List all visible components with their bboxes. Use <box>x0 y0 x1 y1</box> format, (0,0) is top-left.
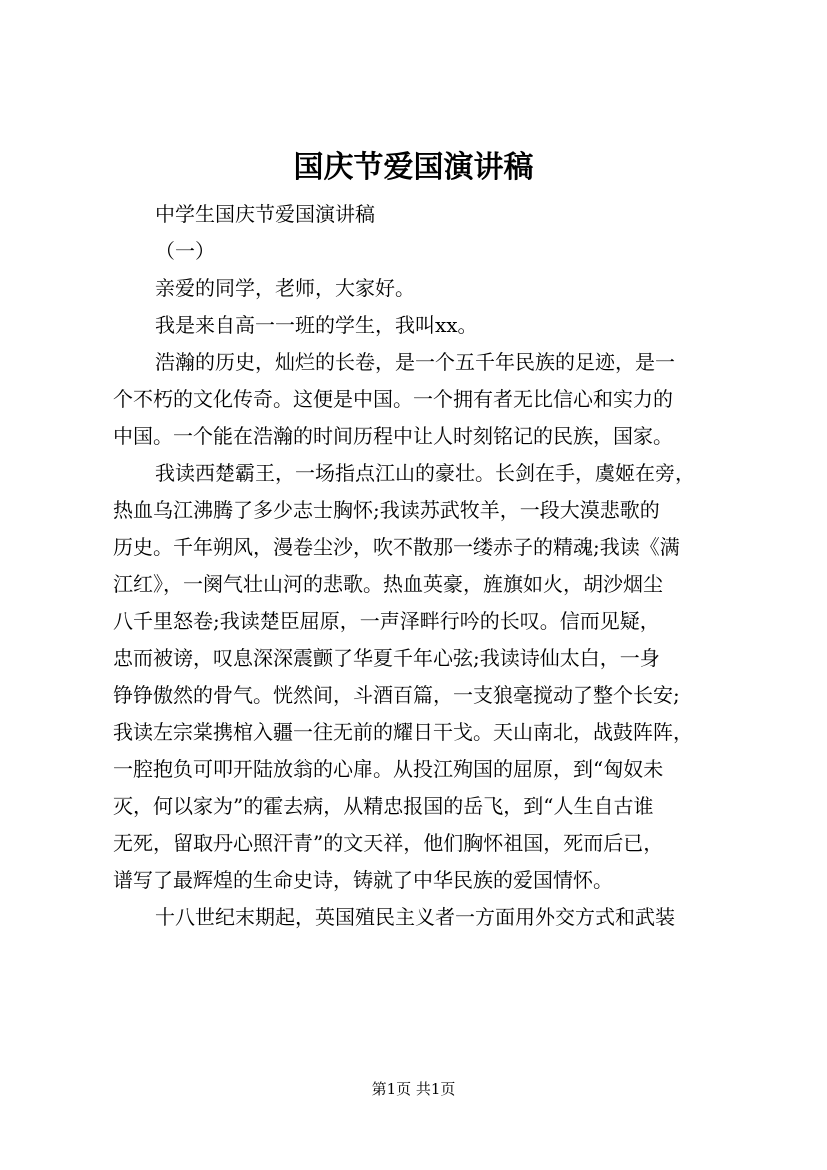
subtitle-line: 中学生国庆节爱国演讲稿 <box>155 202 375 226</box>
paragraph-3 <box>113 899 733 936</box>
paragraph-3-line: 十八世纪末期起，英国殖民主义者一方面用外交方式和武装 <box>155 905 675 929</box>
paragraph-2-line: 八千里怒卷;我读楚臣屈原，一声泽畔行吟的长叹。信而见疑， <box>113 609 660 633</box>
paragraph-2-line: 我读西楚霸王，一场指点江山的豪壮。长剑在手，虞姬在旁， <box>155 461 695 485</box>
document-title: 国庆节爱国演讲稿 <box>293 150 534 185</box>
paragraph-2 <box>113 455 733 899</box>
document-body <box>113 196 733 936</box>
paragraph-2-line: 谱写了最辉煌的生命史诗，铸就了中华民族的爱国情怀。 <box>113 868 613 892</box>
intro-line: 我是来自高一一班的学生，我叫xx。 <box>155 313 478 337</box>
paragraph-2-line: 无死，留取丹心照汗青”的文天祥，他们胸怀祖国，死而后已， <box>113 831 664 855</box>
paragraph-1 <box>113 344 733 455</box>
section-marker: （一） <box>155 239 215 263</box>
paragraph-2-line: 我读左宗棠携棺入疆一往无前的耀日干戈。天山南北，战鼓阵阵， <box>113 720 693 744</box>
paragraph-1-line: 中国。一个能在浩瀚的时间历程中让人时刻铭记的民族，国家。 <box>113 424 673 448</box>
paragraph-2-line: 忠而被谤，叹息深深震颤了华夏千年心弦;我读诗仙太白，一身 <box>113 646 660 670</box>
paragraph-2-line: 热血乌江沸腾了多少志士胸怀;我读苏武牧羊，一段大漠悲歌的 <box>113 498 660 522</box>
paragraph-2-line: 铮铮傲然的骨气。恍然间，斗酒百篇，一支狼毫搅动了整个长安; <box>113 683 680 707</box>
page-footer: 第1页 共1页 <box>371 1080 456 1098</box>
paragraph-2-line: 一腔抱负可叩开陆放翁的心扉。从投江殉国的屈原，到“匈奴未 <box>113 757 664 781</box>
paragraph-2-line: 江红》，一阕气壮山河的悲歌。热血英豪，旌旗如火，胡沙烟尘 <box>113 572 663 596</box>
paragraph-2-line: 历史。千年朔风，漫卷尘沙，吹不散那一缕赤子的精魂;我读《满 <box>113 535 680 559</box>
paragraph-1-line: 浩瀚的历史，灿烂的长卷，是一个五千年民族的足迹，是一 <box>155 350 675 374</box>
paragraph-2-line: 灭，何以家为”的霍去病，从精忠报国的岳飞，到“人生自古谁 <box>113 794 654 818</box>
paragraph-1-line: 个不朽的文化传奇。这便是中国。一个拥有者无比信心和实力的 <box>113 387 673 411</box>
greeting-line: 亲爱的同学，老师，大家好。 <box>155 276 415 300</box>
